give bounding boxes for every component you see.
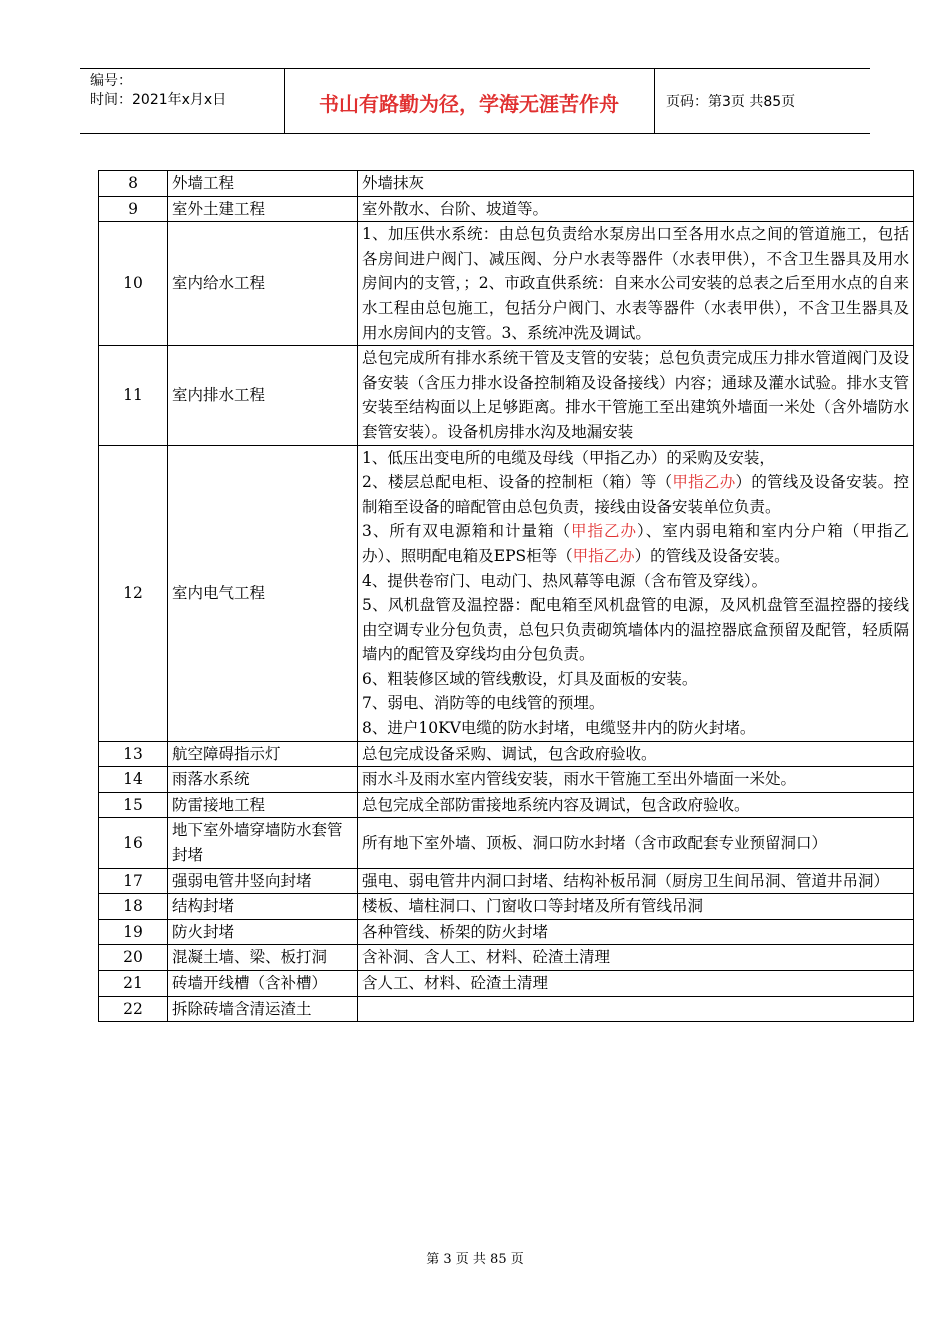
table-row (99, 919, 914, 945)
row-number: 21 (99, 971, 168, 997)
item-name: 雨落水系统 (168, 767, 358, 793)
item-description: 楼板、墙柱洞口、门窗收口等封堵及所有管线吊洞 (358, 894, 914, 920)
item-name: 强弱电管井竖向封堵 (168, 868, 358, 894)
scope-table (98, 170, 914, 1022)
page-footer: 第 3 页 共 85 页 (426, 1252, 524, 1267)
row-number: 20 (99, 945, 168, 971)
description-text: 2、楼层总配电柜、设备的控制柜（箱）等（ (362, 473, 673, 492)
item-name: 拆除砖墙含清运渣土 (168, 996, 358, 1022)
table-row (99, 445, 914, 741)
table-row (99, 222, 914, 346)
row-number: 17 (99, 868, 168, 894)
description-text: 5、风机盘管及温控器：配电箱至风机盘管的电源，及风机盘管至温控器的接线由空调专业分包负责，总包只负责砌筑墙体内的温控器底盒预留及配管，轻质隔墙内的配管及穿线均由分包负责。 (362, 596, 909, 664)
table-row (99, 741, 914, 767)
time-label: 时间：2021年x月x日 (90, 92, 227, 108)
item-description: 总包完成全部防雷接地系统内容及调试，包含政府验收。 (358, 792, 914, 818)
row-number: 15 (99, 792, 168, 818)
description-text: 4、提供卷帘门、电动门、热风幕等电源（含布管及穿线）。 (362, 571, 768, 590)
table-row (99, 971, 914, 997)
table-row (99, 945, 914, 971)
page-header (80, 68, 870, 134)
item-description: 总包完成设备采购、调试，包含政府验收。 (358, 741, 914, 767)
description-text: 6、粗装修区域的管线敷设，灯具及面板的安装。 (362, 669, 698, 688)
item-name: 防火封堵 (168, 919, 358, 945)
item-name: 室内给水工程 (168, 222, 358, 346)
row-number: 16 (99, 818, 168, 868)
header-top-rule (80, 68, 870, 69)
item-name: 室内电气工程 (168, 445, 358, 741)
description-item (362, 470, 909, 519)
item-name: 防雷接地工程 (168, 792, 358, 818)
description-item (362, 569, 909, 594)
description-text: 8、进户10KV电缆的防水封堵，电缆竖井内的防火封堵。 (362, 719, 756, 738)
row-number: 9 (99, 196, 168, 222)
description-item (362, 667, 909, 692)
description-text: ）的管线及设备安装。控制箱至设备的暗配管由总包负责，接线由设备安装单位负责。 (362, 473, 909, 516)
item-description: 含补洞、含人工、材料、砼渣土清理 (358, 945, 914, 971)
item-name: 结构封堵 (168, 894, 358, 920)
description-text: ）的管线及设备安装。 (634, 546, 790, 565)
row-number: 22 (99, 996, 168, 1022)
highlight-text: 甲指乙办 (571, 522, 638, 541)
item-description (358, 996, 914, 1022)
item-description: 总包完成所有排水系统干管及支管的安装；总包负责完成压力排水管道阀门及设备安装（含压力排水设备控制箱及设备接线）内容；通球及灌水试验。排水支管安装至结构面以上足够距离。排水干管施工至出建筑外墙面一米处（含外墙防水套管安装）。设备机房排水沟及地漏安装 (358, 346, 914, 445)
table-row (99, 767, 914, 793)
item-description: 所有地下室外墙、顶板、洞口防水封堵（含市政配套专业预留洞口） (358, 818, 914, 868)
header-bottom-rule (80, 133, 870, 134)
code-label: 编号： (90, 73, 132, 89)
table-row (99, 346, 914, 445)
description-item (362, 691, 909, 716)
row-number: 19 (99, 919, 168, 945)
item-description: 1、加压供水系统：由总包负责给水泵房出口至各用水点之间的管道施工，包括各房间进户阀门、减压阀、分户水表等器件（水表甲供），不含卫生器具及用水房间内的支管，；2、市政直供系统：自来水公司安装的总表之后至用水点的自来水工程由总包施工，包括分户阀门、水表等器件（水表甲供），不含卫生器具及用水房间内的支管。3、系统冲洗及调试。 (358, 222, 914, 346)
description-text: ）、室内弱电箱和室内分户箱（甲指乙办）、照明配电箱及EPS柜等（ (362, 522, 909, 565)
item-name: 砖墙开线槽（含补槽） (168, 971, 358, 997)
table-row (99, 818, 914, 868)
item-description: 室外散水、台阶、坡道等。 (358, 196, 914, 222)
row-number: 12 (99, 445, 168, 741)
item-description: 雨水斗及雨水室内管线安装，雨水干管施工至出外墙面一米处。 (358, 767, 914, 793)
row-number: 11 (99, 346, 168, 445)
description-item (362, 446, 909, 471)
description-text: 1、低压出变电所的电缆及母线（甲指乙办）的采购及安装， (362, 448, 775, 467)
item-description: 外墙抹灰 (358, 171, 914, 197)
row-number: 13 (99, 741, 168, 767)
row-number: 18 (99, 894, 168, 920)
table-row (99, 894, 914, 920)
page-label: 页码：第3页 共85页 (666, 94, 796, 110)
item-name: 地下室外墙穿墙防水套管封堵 (168, 818, 358, 868)
item-name: 室外土建工程 (168, 196, 358, 222)
description-item (362, 593, 909, 667)
description-item (362, 519, 909, 568)
table-row (99, 996, 914, 1022)
table-row (99, 792, 914, 818)
item-name: 混凝土墙、梁、板打洞 (168, 945, 358, 971)
description-text: 3、所有双电源箱和计量箱（ (362, 522, 571, 541)
row-number: 8 (99, 171, 168, 197)
item-description: 强电、弱电管井内洞口封堵、结构补板吊洞（厨房卫生间吊洞、管道井吊洞） (358, 868, 914, 894)
item-description (358, 445, 914, 741)
highlight-text: 甲指乙办 (672, 473, 736, 492)
description-item (362, 716, 909, 741)
item-name: 航空障碍指示灯 (168, 741, 358, 767)
item-description: 含人工、材料、砼渣土清理 (358, 971, 914, 997)
row-number: 10 (99, 222, 168, 346)
header-divider (654, 68, 655, 134)
row-number: 14 (99, 767, 168, 793)
item-name: 外墙工程 (168, 171, 358, 197)
item-description: 各种管线、桥架的防火封堵 (358, 919, 914, 945)
table-row (99, 196, 914, 222)
description-text: 7、弱电、消防等的电线管的预埋。 (362, 694, 605, 713)
table-row (99, 171, 914, 197)
motto: 书山有路勤为径，学海无涯苦作舟 (319, 92, 619, 116)
item-name: 室内排水工程 (168, 346, 358, 445)
highlight-text: 甲指乙办 (572, 546, 635, 565)
table-row (99, 868, 914, 894)
